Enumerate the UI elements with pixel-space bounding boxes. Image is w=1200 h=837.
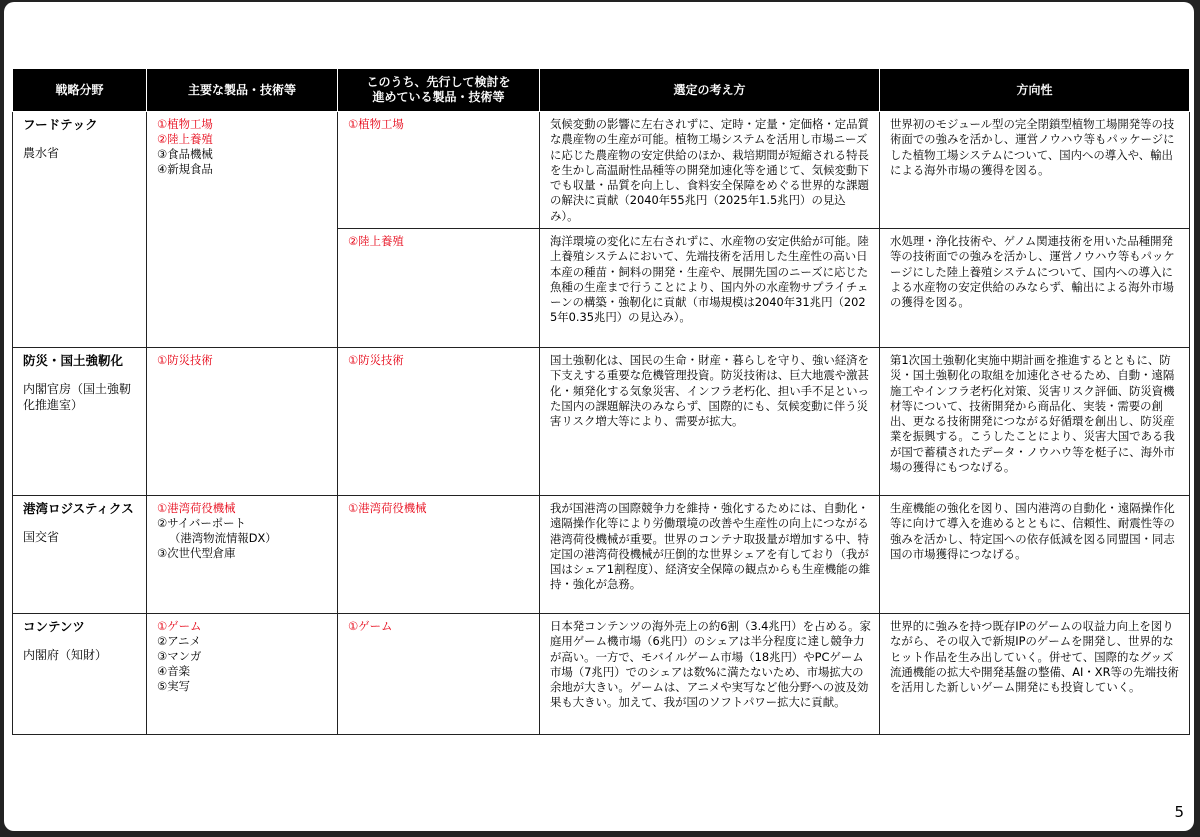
product-item: ②アニメ — [157, 634, 201, 648]
reason-cell: 国土強靭化は、国民の生命・財産・暮らしを守り、強い経済を下支えする重要な危機管理投資。防災技術は、巨大地震や激甚化・頻発化する気象災害、インフラ老朽化、担い手不足といった国内の課題解決のみならず、国際的にも、気候変動に伴う災害リスク増大等により、需要が拡大。 — [540, 348, 880, 496]
product-item: ①港湾荷役機械 — [157, 501, 236, 515]
field-name: フードテック — [23, 117, 98, 132]
direction-cell: 水処理・浄化技術や、ゲノム関連技術を用いた品種開発等の技術面での強みを活かし、運営ノウハウ等もパッケージにした陸上養殖システムについて、国内への導入による水産物の安定供給のみならず、輸出による海外市場の獲得を図る。 — [880, 229, 1190, 348]
advanced-cell: ①防災技術 — [338, 348, 540, 496]
product-item: ④新規食品 — [157, 162, 213, 176]
product-item: （港湾物流情報DX） — [169, 531, 277, 545]
product-item: ③食品機械 — [157, 147, 213, 161]
ministry-name: 農水省 — [23, 146, 60, 161]
reason-cell: 日本発コンテンツの海外売上の約6割（3.4兆円）を占める。家庭用ゲーム機市場（6兆円）のシェアは半分程度に達し競争力が高い。一方で、モバイルゲーム市場（18兆円）やPCゲーム市場（7兆円）でのシェアは数%に満たないため、市場拡大の余地が大きい。ゲームは、アニメや実写など他分野への波及効果も大きい。加えて、我が国のソフトパワー拡大に貢献。 — [540, 614, 880, 735]
product-item: ③次世代型倉庫 — [157, 546, 236, 560]
product-item: ⑤実写 — [157, 679, 190, 693]
field-name: コンテンツ — [23, 619, 85, 634]
header-field: 戦略分野 — [13, 69, 147, 112]
table-row — [13, 112, 1190, 229]
header-reason: 選定の考え方 — [540, 69, 880, 112]
products-cell — [147, 496, 338, 614]
product-item: ①植物工場 — [157, 117, 213, 131]
product-item: ②陸上養殖 — [157, 132, 213, 146]
product-item: ④音楽 — [157, 664, 190, 678]
header-advanced: このうち、先行して検討を 進めている製品・技術等 — [338, 69, 540, 112]
direction-cell: 世界初のモジュール型の完全閉鎖型植物工場開発等の技術面での強みを活かし、運営ノウハウ等もパッケージにした植物工場システムについて、国内への導入や、輸出による海外市場の獲得を図る。 — [880, 112, 1190, 229]
product-item: ①防災技術 — [157, 353, 213, 367]
table-row — [13, 496, 1190, 614]
reason-cell: 気候変動の影響に左右されずに、定時・定量・定価格・定品質な農産物の生産が可能。植物工場システムを活用し市場ニーズに応じた農産物の安定供給のほか、栽培期間が短縮される特長を生かし高温耐性品種等の開発加速化等を通じて、気候変動下でも収量・品質を向上し、食料安全保障をめぐる世界的な課題の解決に貢献（2040年55兆円（2025年1.5兆円）の見込み）。 — [540, 112, 880, 229]
product-item: ①ゲーム — [157, 619, 202, 633]
reason-cell: 我が国港湾の国際競争力を維持・強化するためには、自動化・遠隔操作化等により労働環境の改善や生産性の向上につながる港湾荷役機械が重要。世界のコンテナ取扱量が増加する中、特定国の港湾荷役機械が圧倒的な世界シェアを有しており（我が国はシェア1割程度）、経済安全保障の観点からも生産機能の維持・強化が急務。 — [540, 496, 880, 614]
table-row — [13, 614, 1190, 735]
header-direction: 方向性 — [880, 69, 1190, 112]
direction-cell: 世界的に強みを持つ既存IPのゲームの収益力向上を図りながら、その収入で新規IPのゲームを開発し、世界的なヒット作品を生み出していく。併せて、国際的なグッズ流通機能の拡大や開発基盤の整備、AI・XR等の先端技術を活用した新しいゲーム開発にも投資していく。 — [880, 614, 1190, 735]
advanced-cell: ①港湾荷役機械 — [338, 496, 540, 614]
advanced-cell: ①植物工場 — [338, 112, 540, 229]
slide — [4, 2, 1194, 831]
header-row — [13, 69, 1190, 112]
direction-cell: 第1次国土強靭化実施中期計画を推進するとともに、防災・国土強靭化の取組を加速化させるため、自動・遠隔施工やインフラ老朽化対策、災害リスク評価、防災資機材等について、技術開発から商品化、実装・需要の創出、更なる技術開発につながる好循環を創出し、防災産業を振興する。こうしたことにより、災害大国である我が国で蓄積されたデータ・ノウハウ等を梃子に、海外市場の獲得にもつなげる。 — [880, 348, 1190, 496]
reason-cell: 海洋環境の変化に左右されずに、水産物の安定供給が可能。陸上養殖システムにおいて、先端技術を活用した生産性の高い日本産の種苗・飼料の開発・生産や、展開先国のニーズに応じた魚種の生産まで行うことにより、国内外の水産物サプライチェーンの構築・強靭化に貢献（市場規模は2040年31兆円（2025年0.35兆円）の見込み）。 — [540, 229, 880, 348]
header-products: 主要な製品・技術等 — [147, 69, 338, 112]
advanced-cell: ①ゲーム — [338, 614, 540, 735]
ministry-name: 国交省 — [23, 530, 60, 545]
field-cell — [13, 112, 147, 348]
ministry-name: 内閣府（知財） — [23, 648, 108, 663]
strategy-table — [12, 68, 1190, 735]
products-cell — [147, 348, 338, 496]
field-name: 防災・国土強靭化 — [23, 353, 124, 368]
product-item: ②サイバーポート — [157, 516, 246, 530]
field-cell — [13, 348, 147, 496]
field-cell — [13, 496, 147, 614]
page-number: 5 — [1174, 803, 1184, 821]
field-cell — [13, 614, 147, 735]
advanced-cell: ②陸上養殖 — [338, 229, 540, 348]
direction-cell: 生産機能の強化を図り、国内港湾の自動化・遠隔操作化等に向けて導入を進めるとともに、信頼性、耐震性等の強みを活かし、特定国への依存低減を図る同盟国・同志国の市場獲得につなげる。 — [880, 496, 1190, 614]
table-row — [13, 348, 1190, 496]
products-cell — [147, 112, 338, 348]
products-cell — [147, 614, 338, 735]
field-name: 港湾ロジスティクス — [23, 501, 134, 516]
ministry-name: 内閣官房（国土強靭化推進室） — [23, 382, 132, 412]
product-item: ③マンガ — [157, 649, 202, 663]
